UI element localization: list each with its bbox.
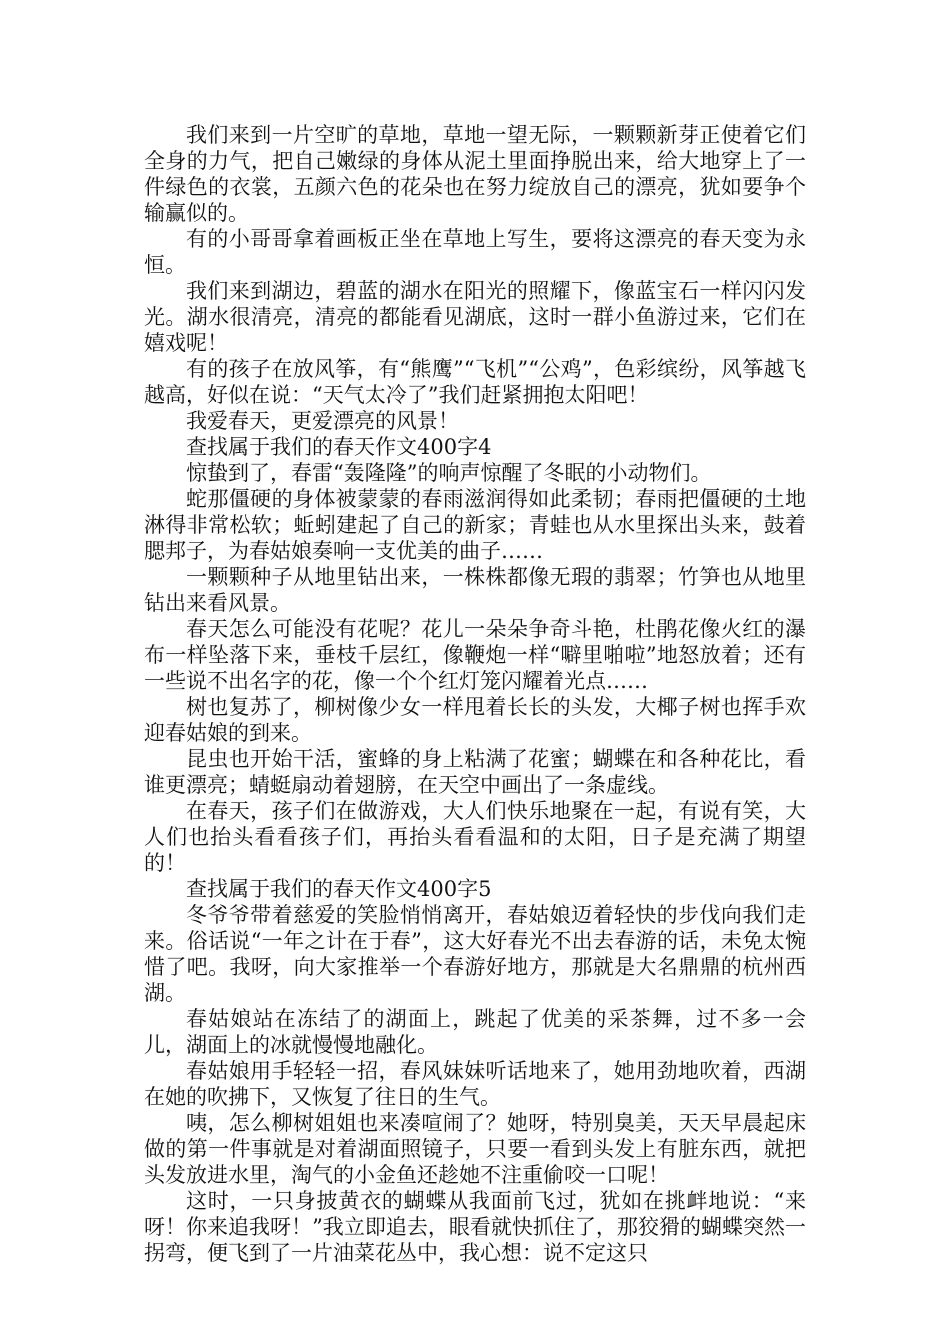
paragraph: 一颗颗种子从地里钻出来，一株株都像无瑕的翡翠；竹笋也从地里钻出来看风景。 bbox=[144, 565, 806, 615]
document-page bbox=[144, 122, 806, 1266]
paragraph: 咦，怎么柳树姐姐也来凑喧闹了？她呀，特别臭美，天天早晨起床做的第一件事就是对着湖面照镜子，只要一看到头发上有脏东西，就把头发放进水里，淘气的小金鱼还趁她不注重偷咬一口呢！ bbox=[144, 1111, 806, 1187]
paragraph: 有的孩子在放风筝，有“熊鹰”“飞机”“公鸡”，色彩缤纷，风筝越飞越高，好似在说：“天气太冷了”我们赶紧拥抱太阳吧！ bbox=[144, 357, 806, 407]
paragraph: 有的小哥哥拿着画板正坐在草地上写生，要将这漂亮的春天变为永恒。 bbox=[144, 227, 806, 277]
paragraph: 昆虫也开始干活，蜜蜂的身上粘满了花蜜；蝴蝶在和各种花比，看谁更漂亮；蜻蜓扇动着翅膀，在天空中画出了一条虚线。 bbox=[144, 747, 806, 797]
paragraph: 这时，一只身披黄衣的蝴蝶从我面前飞过，犹如在挑衅地说：“来呀！你来追我呀！”我立即追去，眼看就快抓住了，那狡猾的蝴蝶突然一拐弯，便飞到了一片油菜花丛中，我心想：说不定这只 bbox=[144, 1189, 806, 1265]
paragraph: 冬爷爷带着慈爱的笑脸悄悄离开，春姑娘迈着轻快的步伐向我们走来。俗话说“一年之计在于春”，这大好春光不出去春游的话，未免太惋惜了吧。我呀，向大家推举一个春游好地方，那就是大名鼎鼎的杭州西湖。 bbox=[144, 903, 806, 1005]
paragraph: 春天怎么可能没有花呢？花儿一朵朵争奇斗艳，杜鹃花像火红的瀑布一样坠落下来，垂枝千层红，像鞭炮一样“噼里啪啦”地怒放着；还有一些说不出名字的花，像一个个红灯笼闪耀着光点…… bbox=[144, 617, 806, 693]
paragraph: 惊蛰到了，春雷“轰隆隆”的响声惊醒了冬眠的小动物们。 bbox=[186, 461, 712, 485]
paragraph: 我爱春天，更爱漂亮的风景！ bbox=[186, 409, 459, 433]
paragraph: 树也复苏了，柳树像少女一样甩着长长的头发，大椰子树也挥手欢迎春姑娘的到来。 bbox=[144, 695, 806, 745]
paragraph: 蛇那僵硬的身体被蒙蒙的春雨滋润得如此柔韧；春雨把僵硬的土地淋得非常松软；蚯蚓建起了自己的新家；青蛙也从水里探出头来，鼓着腮邦子，为春姑娘奏响一支优美的曲子…… bbox=[144, 487, 806, 563]
paragraph: 春姑娘用手轻轻一招，春风妹妹听话地来了，她用劲地吹着，西湖在她的吹拂下，又恢复了往日的生气。 bbox=[144, 1059, 806, 1109]
section-heading: 查找属于我们的春天作文400字4 bbox=[186, 435, 492, 459]
paragraph: 我们来到湖边，碧蓝的湖水在阳光的照耀下，像蓝宝石一样闪闪发光。湖水很清亮，清亮的都能看见湖底，这时一群小鱼游过来，它们在嬉戏呢！ bbox=[144, 279, 806, 355]
paragraph: 在春天，孩子们在做游戏，大人们快乐地聚在一起，有说有笑，大人们也抬头看看孩子们，再抬头看看温和的太阳，日子是充满了期望的！ bbox=[144, 799, 806, 875]
paragraph: 春姑娘站在冻结了的湖面上，跳起了优美的采茶舞，过不多一会儿，湖面上的冰就慢慢地融化。 bbox=[144, 1007, 806, 1057]
section-heading: 查找属于我们的春天作文400字5 bbox=[186, 877, 492, 901]
paragraph: 我们来到一片空旷的草地，草地一望无际，一颗颗新芽正使着它们全身的力气，把自己嫩绿的身体从泥土里面挣脱出来，给大地穿上了一件绿色的衣裳，五颜六色的花朵也在努力绽放自己的漂亮，犹如要争个输赢似的。 bbox=[144, 123, 806, 225]
